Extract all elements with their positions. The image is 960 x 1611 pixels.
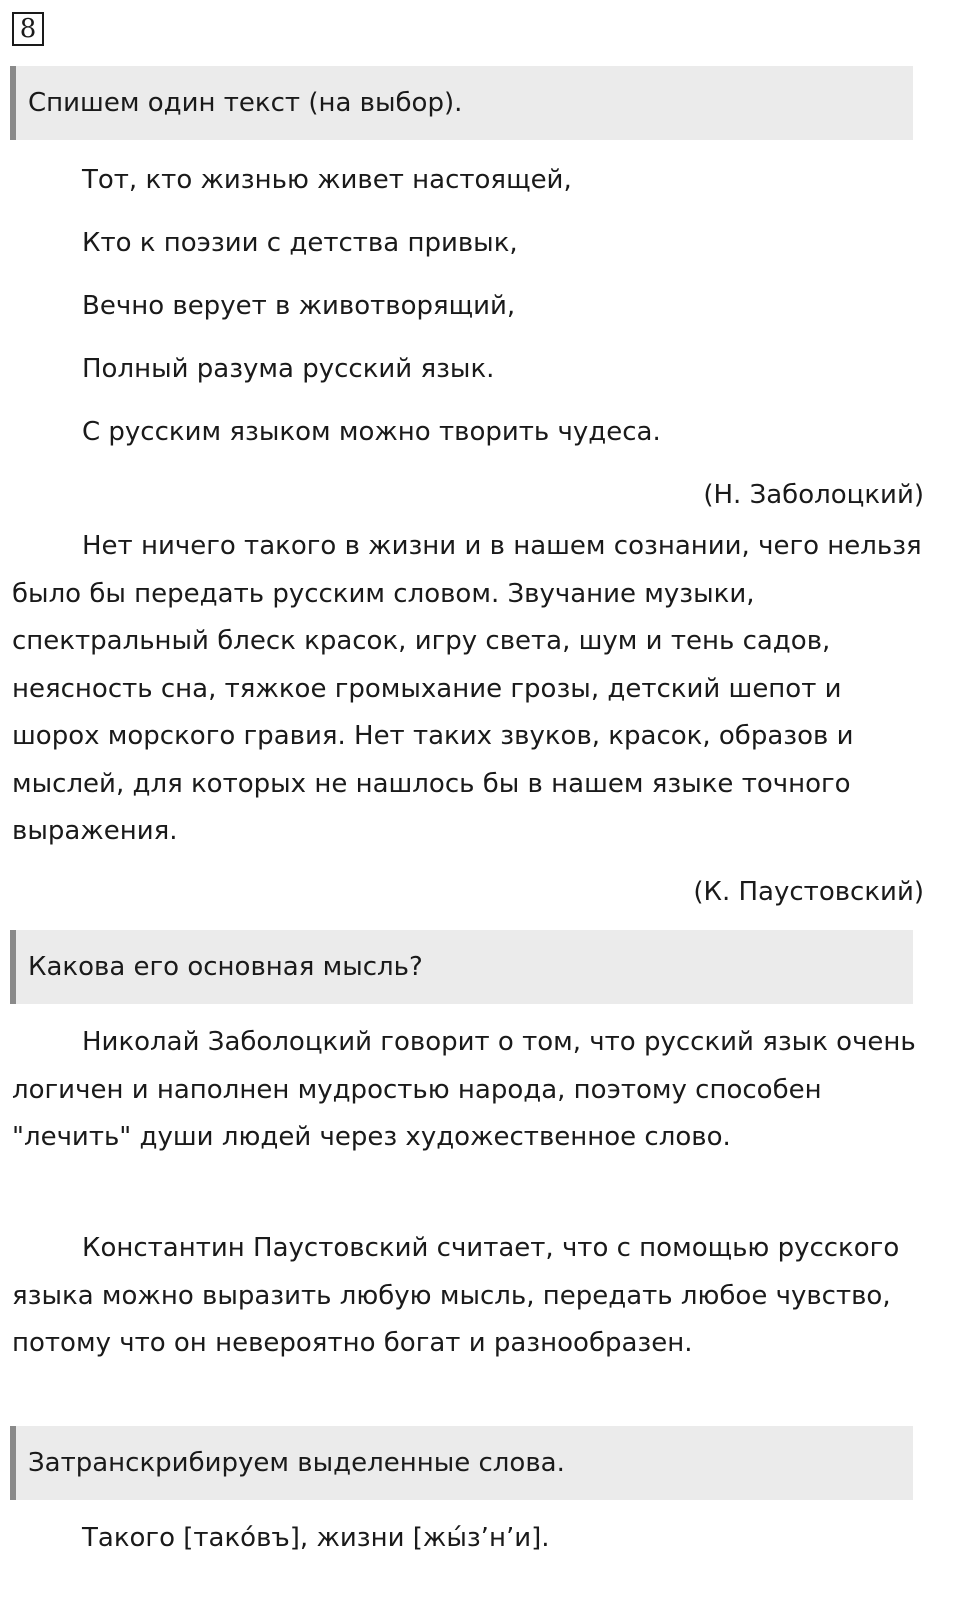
- poem-line: Полный разума русский язык.: [82, 354, 495, 384]
- section-header-transcription: Затранскрибируем выделенные слова.: [10, 1426, 913, 1500]
- answer-zabolotsky: Николай Заболоцкий говорит о том, что русский язык очень логичен и наполнен мудростью народа, поэтому способен "лечить" души людей через художественное слово.: [12, 1027, 916, 1152]
- task-number-badge: 8: [12, 12, 44, 46]
- prose-author: (К. Паустовский): [693, 877, 924, 907]
- answer-paustovsky: Константин Паустовский считает, что с помощью русского языка можно выразить любую мысль, передать любое чувство, потому что он невероятно богат и разнообразен.: [12, 1233, 900, 1358]
- section-header-main-idea: Какова его основная мысль?: [10, 930, 913, 1004]
- prose-paragraph: Нет ничего такого в жизни и в нашем сознании, чего нельзя было бы передать русским словом. Звучание музыки, спектральный блеск красок, игру света, шум и тень садов, неясность сна, тяжкое громыхание грозы, детский шепот и шорох морского гравия. Нет таких звуков, красок, образов и мыслей, для которых не нашлось бы в нашем языке точного выражения.: [12, 531, 922, 846]
- transcription-line: Такого [тако́въ], жизни [жы́з’н’и].: [82, 1523, 550, 1553]
- poem-line: Вечно верует в животворящий,: [82, 291, 516, 321]
- section-header-copy-text: Спишем один текст (на выбор).: [10, 66, 913, 140]
- poem-line: Тот, кто жизнью живет настоящей,: [82, 165, 572, 195]
- poem-author: (Н. Заболоцкий): [703, 480, 924, 510]
- poem-line: Кто к поэзии с детства привык,: [82, 228, 518, 258]
- poem-line: С русским языком можно творить чудеса.: [82, 417, 661, 447]
